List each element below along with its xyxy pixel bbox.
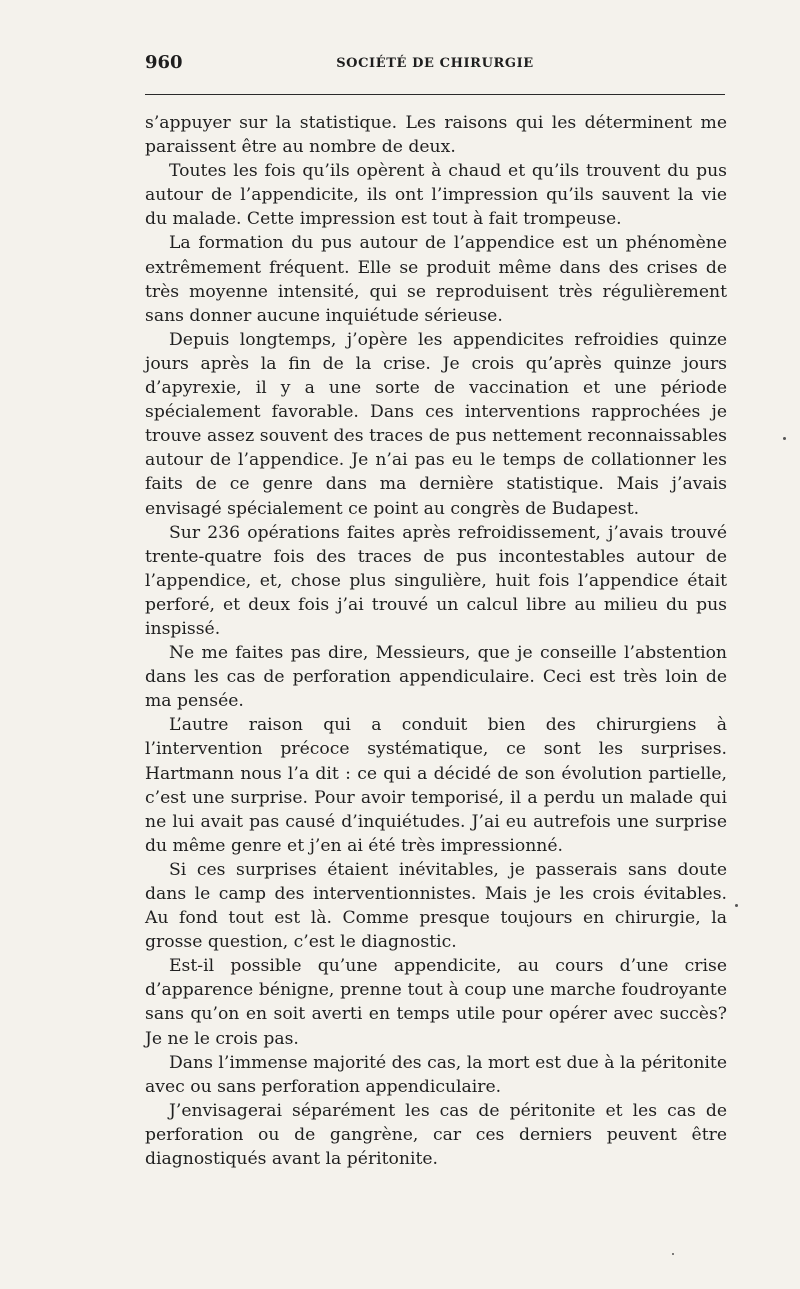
paragraph: L’autre raison qui a conduit bien des chirurgiens à l’intervention précoce systématique, ce sont les surprises. Hartmann nous l’a dit : ce qui a décidé de son évolution partielle, c’est une surprise. Pour avoir temporisé, il a perdu un malade qui ne lui avait pas causé d’inquiétudes. J’ai eu autrefois une surprise du même genre et j’en ai été très impressionné. — [145, 715, 727, 856]
paper-speck — [735, 904, 738, 907]
paper-speck — [672, 1253, 674, 1255]
body-text — [145, 111, 727, 1171]
running-title: SOCIÉTÉ DE CHIRURGIE — [336, 56, 534, 71]
paragraph: J’envisagerai séparément les cas de péritonite et les cas de perforation ou de gangrène, car ces derniers peuvent être diagnostiqués avant la péritonite. — [145, 1100, 727, 1170]
paragraph: Est-il possible qu’une appendicite, au cours d’une crise d’apparence bénigne, prenne tout à coup une marche foudroyante sans qu’on en soit averti en temps utile pour opérer avec succès? Je ne le crois pas. — [145, 956, 727, 1049]
paragraph: Sur 236 opérations faites après refroidissement, j’avais trouvé trente-quatre fois des traces de pus incontestables autour de l’appendice, et, chose plus singulière, huit fois l’appendice était perforé, et deux fois j’ai trouvé un calcul libre au milieu du pus inspissé. — [145, 522, 727, 639]
paragraph: Dans l’immense majorité des cas, la mort est due à la péritonite avec ou sans perforation appendiculaire. — [145, 1052, 727, 1097]
paper-speck — [783, 437, 786, 440]
paragraph: Si ces surprises étaient inévitables, je passerais sans doute dans le camp des interventionnistes. Mais je les crois évitables. Au fond tout est là. Comme presque toujours en chirurgie, la grosse question, c’est le diagnostic. — [145, 859, 727, 953]
paragraph: s’appuyer sur la statistique. Les raisons qui les déterminent me paraissent être au nombre de deux. — [145, 113, 727, 158]
paragraph: Ne me faites pas dire, Messieurs, que je conseille l’abstention dans les cas de perforation appendiculaire. Ceci est très loin de ma pensée. — [145, 643, 727, 712]
page-number: 960 — [145, 52, 183, 73]
page-header — [145, 52, 725, 80]
paragraph: La formation du pus autour de l’appendice est un phénomène extrêmement fréquent. Elle se produit même dans des crises de très moyenne intensité, qui se reproduisent très régulièrement sans donner aucune inquiétude sérieuse. — [145, 233, 727, 326]
header-rule — [145, 94, 725, 95]
paragraph: Depuis longtemps, j’opère les appendicites refroidies quinze jours après la fin de la crise. Je crois qu’après quinze jours d’apyrexie, il y a une sorte de vaccination et une période spécialement favorable. Dans ces interventions rapprochées je trouve assez souvent des traces de pus nettement reconnaissables autour de l’appendice. Je n’ai pas eu le temps de collationner les faits de ce genre dans ma dernière statistique. Mais j’avais envisagé spécialement ce point au congrès de Budapest. — [145, 329, 727, 519]
paragraph: Toutes les fois qu’ils opèrent à chaud et qu’ils trouvent du pus autour de l’appendicite, ils ont l’impression qu’ils sauvent la vie du malade. Cette impression est tout à fait trompeuse. — [145, 161, 727, 230]
